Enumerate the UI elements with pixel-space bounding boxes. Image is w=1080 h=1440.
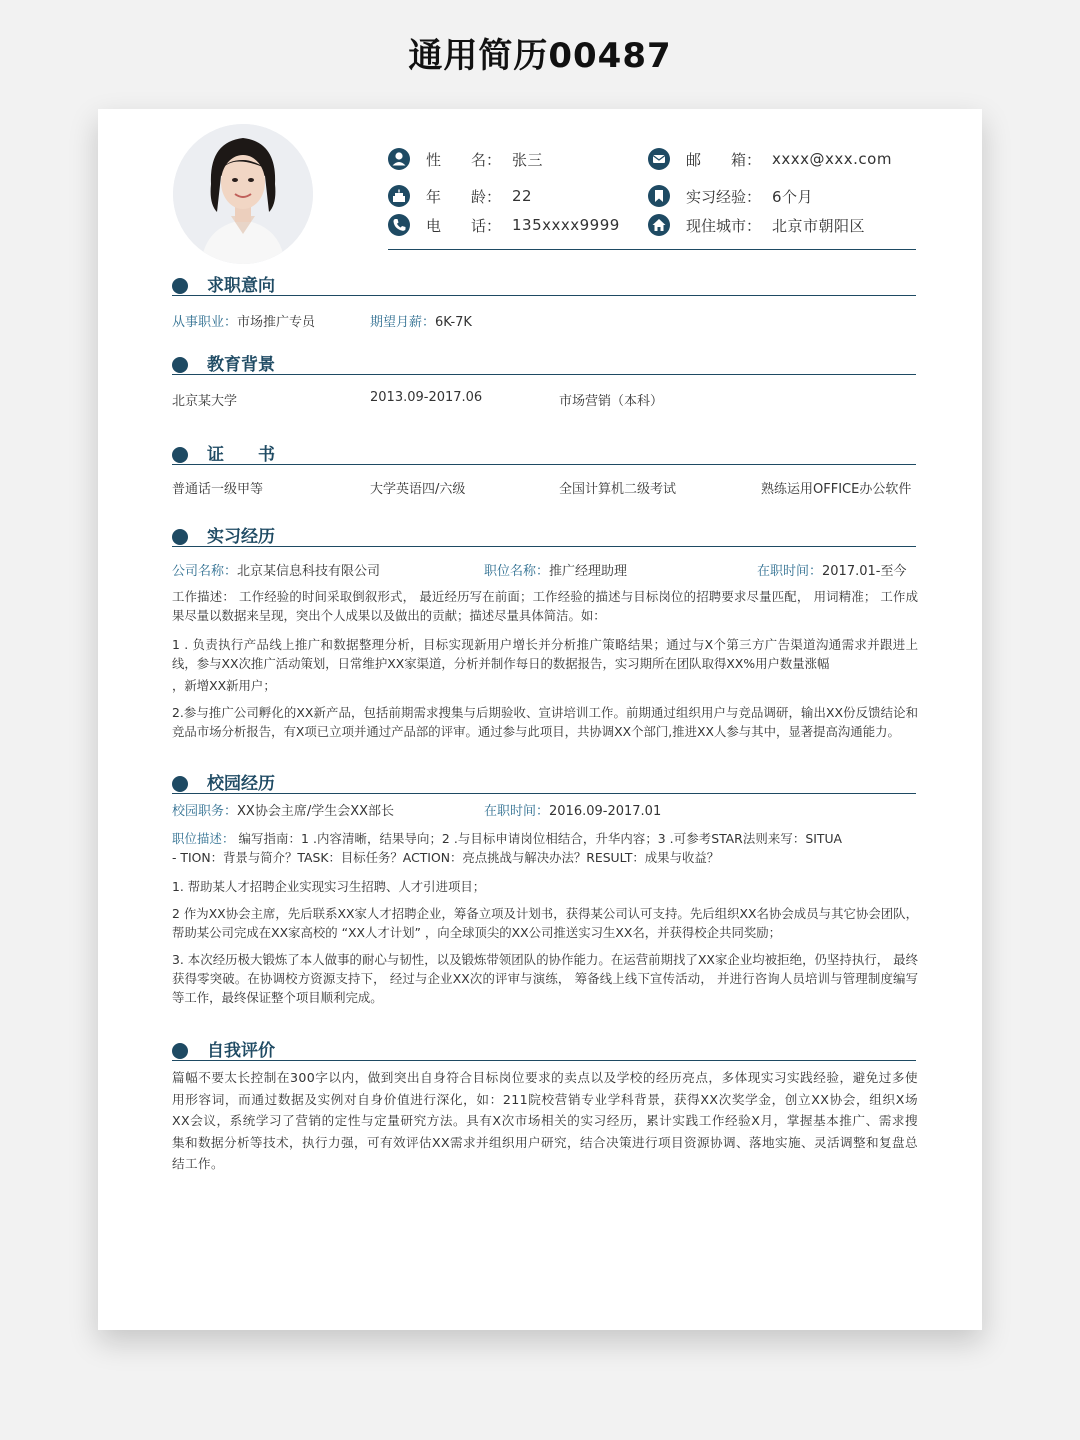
company-value: 北京某信息科技有限公司 [237, 564, 381, 579]
edu-major: 市场营销（本科） [559, 394, 664, 409]
time-value: 2017.01-至今 [822, 564, 907, 579]
desc-label: 职位描述： [172, 831, 235, 846]
campus-point-3: 3. 本次经历极大锻炼了本人做事的耐心与韧性，以及锻炼带领团队的协作能力。在运营前期找了XX家企业均被拒绝，仍坚持执行， 最终获得零突破。在协调校方资源支持下， 经过与企业XX次的评审与演练， 筹备线上线下宣传活动， 并进行咨询人员培训与管理制度编写等工作，最终保证整个项目顺利完成。 [172, 952, 918, 1005]
cert-item: 全国计算机二级考试 [559, 482, 677, 497]
section-education [172, 352, 916, 375]
intern-point-1: 1 . 负责执行产品线上推广和数据整理分析，目标实现新用户增长并分析推广策略结果；通过与X个第三方广告渠道沟通需求并跟进上线，参与XX次推广活动策划，日常维护XX家渠道，分析并制作每日的数据报告，实习期所在团队取得XX%用户数量涨幅 [172, 637, 918, 671]
field-label: 邮 箱： [686, 150, 762, 169]
field-value: 22 [512, 187, 533, 205]
bullet-dot [172, 1043, 188, 1059]
desc-text: 编写指南：1 .内容清晰，结果导向；2 .与目标申请岗位相结合，升华内容；3 .可参考STAR法则来写：SITUA - TION：背景与简介？TASK：目标任务？ACTION：亮点挑战与解决办法？RESULT：成果与收益？ [172, 831, 842, 865]
section-title: 校园经历 [207, 774, 275, 794]
field-email [648, 148, 892, 170]
campus-time [484, 800, 661, 819]
avatar [173, 124, 313, 264]
section-certs [172, 442, 916, 465]
cert-item: 熟练运用OFFICE办公软件 [761, 482, 912, 497]
time-label: 在职时间： [757, 564, 823, 579]
field-age [388, 185, 532, 207]
home-icon [648, 214, 670, 236]
campus-point-1: 1. 帮助某人才招聘企业实现实习生招聘、人才引进项目； [172, 879, 486, 894]
mail-icon [648, 148, 670, 170]
intent-job [172, 311, 315, 330]
field-value: 6个月 [772, 187, 814, 206]
field-city [648, 214, 865, 236]
time-label: 在职时间： [484, 804, 550, 819]
campus-point-2: 2 作为XX协会主席，先后联系XX家人才招聘企业，筹备立项及计划书，获得某公司认可支持。先后组织XX名协会成员与其它协会团队，帮助某公司完成在XX家高校的 “XX人才计划” ，向全球顶尖的XX公司推送实习生XX名，并获得校企共同奖励； [172, 906, 918, 940]
role-value: XX协会主席/学生会XX部长 [237, 804, 395, 819]
field-phone [388, 214, 620, 236]
section-title: 教育背景 [207, 355, 275, 375]
edu-period: 2013.09-2017.06 [370, 390, 483, 405]
intern-desc: 工作描述： 工作经验的时间采取倒叙形式， 最近经历写在前面；工作经验的描述与目标岗位的招聘要求尽量匹配， 用词精准； 工作成果尽量以数据来呈现，突出个人成果以及做出的贡献；描述尽量具体简洁。如： [172, 589, 918, 623]
field-label: 现住城市： [686, 216, 762, 235]
field-value: 135xxxx9999 [512, 216, 620, 234]
field-label: 电 话： [426, 216, 502, 235]
bookmark-icon [648, 185, 670, 207]
section-title: 证 书 [207, 445, 275, 465]
bullet-dot [172, 776, 188, 792]
intern-point-2: 2.参与推广公司孵化的XX新产品，包括前期需求搜集与后期验收、宣讲培训工作。前期通过组织用户与竞品调研，输出XX份反馈结论和竞品市场分析报告，有X项已立项并通过产品部的评审。通过参与此项目，共协调XX个部门,推进XX人参与其中，显著提高沟通能力。 [172, 705, 918, 739]
page-title: 通用简历00487 [408, 36, 672, 76]
field-experience [648, 185, 813, 207]
role-label: 校园职务： [172, 804, 238, 819]
bullet-dot [172, 357, 188, 373]
company-label: 公司名称： [172, 564, 238, 579]
bullet-dot [172, 447, 188, 463]
salary-label: 期望月薪： [370, 315, 436, 330]
section-internship [172, 524, 916, 547]
cert-item: 大学英语四/六级 [370, 482, 466, 497]
salary-value: 6K-7K [435, 315, 472, 330]
intern-company [172, 560, 380, 579]
section-intent [172, 273, 916, 296]
bullet-dot [172, 529, 188, 545]
cert-item: 普通话一级甲等 [172, 482, 264, 497]
section-title: 求职意向 [207, 276, 275, 296]
job-label: 从事职业： [172, 315, 238, 330]
intern-position [484, 560, 627, 579]
campus-desc [172, 829, 842, 867]
profile-info [388, 144, 916, 250]
intern-point-1b: ，新增XX新用户； [172, 678, 276, 693]
user-icon [388, 148, 410, 170]
field-label: 实习经验： [686, 187, 762, 206]
section-title: 自我评价 [207, 1041, 275, 1061]
time-value: 2016.09-2017.01 [549, 804, 662, 819]
intern-time [757, 560, 906, 579]
phone-icon [388, 214, 410, 236]
section-title: 实习经历 [207, 527, 275, 547]
campus-role [172, 800, 394, 819]
section-self-eval [172, 1038, 916, 1061]
self-eval-text: 篇幅不要太长控制在300字以内，做到突出自身符合目标岗位要求的卖点以及学校的经历亮点，多体现实习实践经验，避免过多使用形容词，而通过数据及实例对自身价值进行深化，如：211院校营销专业学科背景，获得XX次奖学金，创立XX协会，组织X场XX会议，系统学习了营销的定性与定量研究方法。具有X次市场相关的实习经历，累计实践工作经验X月，掌握基本推广、需求搜集和数据分析等技术，执行力强，可有效评估XX需求并组织用户研究，结合决策进行项目资源协调、落地实施、灵活调整和复盘总结工作。 [172, 1070, 918, 1171]
bullet-dot [172, 278, 188, 294]
cake-icon [388, 185, 410, 207]
job-value: 市场推广专员 [237, 315, 316, 330]
resume-paper [98, 109, 982, 1330]
position-label: 职位名称： [484, 564, 550, 579]
position-value: 推广经理助理 [549, 564, 628, 579]
field-label: 性 名： [426, 150, 502, 169]
section-campus [172, 771, 916, 794]
field-value: 北京市朝阳区 [772, 216, 866, 235]
field-value: 张三 [512, 150, 544, 169]
field-name [388, 148, 543, 170]
field-value: xxxx@xxx.com [772, 150, 892, 168]
edu-school: 北京某大学 [172, 394, 238, 409]
portrait-photo-icon [173, 124, 313, 264]
field-label: 年 龄： [426, 187, 502, 206]
intent-salary [370, 311, 472, 330]
